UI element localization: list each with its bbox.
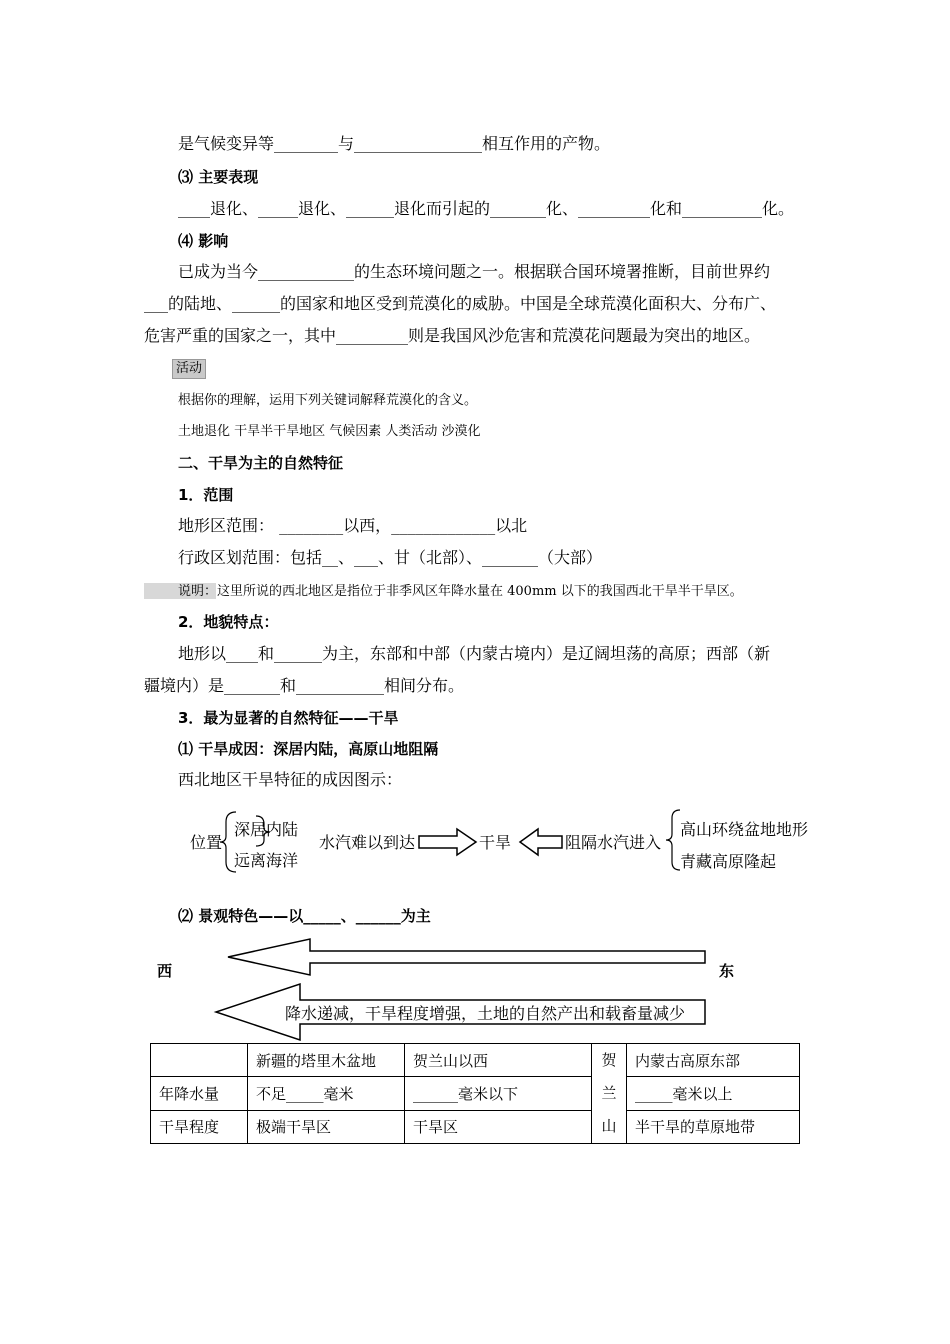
subheading-drought-cause: ⑴ 干旱成因：深居内陆，高原山地阻隔 xyxy=(178,740,439,758)
text-line-2: ____退化、_____退化、______退化而引起的_______化、_________化和__________化。 xyxy=(178,199,795,218)
mountain-cell xyxy=(592,1044,627,1144)
heading-impact: ⑷ 影响 xyxy=(178,232,229,250)
table-cell: 年降水量 xyxy=(151,1077,248,1110)
diagram-position: 位置 xyxy=(190,833,223,852)
header-helan-west: 贺兰山以西 xyxy=(405,1044,592,1077)
table-cell: 干旱区 xyxy=(405,1110,592,1143)
table-cell: 极端干旱区 xyxy=(248,1110,405,1143)
text-line-1: 是气候变异等________与________________相互作用的产物。 xyxy=(178,134,611,153)
mountain-char: 贺 xyxy=(601,1051,617,1069)
diagram-inland: 深居内陆 xyxy=(234,820,299,839)
landscape-title: ⑵ 景观特色——以_____、______为主 xyxy=(178,907,431,925)
label-west: 西 xyxy=(157,962,173,980)
table-cell: 干旱程度 xyxy=(151,1110,248,1143)
subheading-range: 1．范围 xyxy=(178,486,234,504)
activity-keywords: 土地退化 干旱半干旱地区 气候因素 人类活动 沙漠化 xyxy=(178,424,481,439)
table-row xyxy=(151,1077,800,1110)
label-east: 东 xyxy=(719,962,735,980)
activity-tag: 活动 xyxy=(172,359,206,379)
admin-range: 行政区划范围：包括__、___、甘（北部）、_______（大部） xyxy=(178,548,603,567)
text-line-4: ___的陆地、______的国家和地区受到荒漠化的威胁。中国是全球荒漠化面积大、分布广、 xyxy=(144,294,777,313)
table-cell: 不足_____毫米 xyxy=(248,1077,405,1110)
header-empty xyxy=(151,1044,248,1077)
mountain-char: 兰 xyxy=(601,1084,617,1102)
table-cell: 半干旱的草原地带 xyxy=(627,1110,800,1143)
mountain-char: 山 xyxy=(601,1117,617,1135)
diagram-far-sea: 远离海洋 xyxy=(234,851,299,870)
diagram-plateau: 青藏高原隆起 xyxy=(680,852,777,871)
west-arrow-icon xyxy=(228,939,705,975)
subheading-landform: 2．地貌特点： xyxy=(178,613,279,631)
section-title: 二、干旱为主的自然特征 xyxy=(178,454,344,472)
diagram-vapor-hard: 水汽难以到达 xyxy=(319,833,416,852)
table-cell: _____毫米以上 xyxy=(627,1077,800,1110)
landform-line-1: 地形以____和______为主，东部和中部（内蒙古境内）是辽阔坦荡的高原；西部（新 xyxy=(178,644,771,663)
trend-arrow-text: 降水递减，干旱程度增强，土地的自然产出和载畜量减少 xyxy=(285,1004,686,1023)
diagram-dry: 干旱 xyxy=(479,833,512,852)
text-line-3: 已成为当今____________的生态环境问题之一。根据联合国环境署推断，目前世界约 xyxy=(178,262,771,281)
header-tarim: 新疆的塔里木盆地 xyxy=(248,1044,405,1077)
text-line-5: 危害严重的国家之一，其中_________则是我国风沙危害和荒漠花问题最为突出的地区。 xyxy=(144,326,761,345)
diagram-intro: 西北地区干旱特征的成因图示： xyxy=(178,770,403,789)
landform-line-2: 疆境内）是_______和___________相间分布。 xyxy=(144,676,465,695)
activity-prompt: 根据你的理解，运用下列关键词解释荒漠化的含义。 xyxy=(178,393,478,408)
header-inner-mongolia: 内蒙古高原东部 xyxy=(627,1044,800,1077)
subheading-drought: 3．最为显著的自然特征——干旱 xyxy=(178,709,399,727)
table-row xyxy=(151,1044,800,1077)
heading-main-manifestation: ⑶ 主要表现 xyxy=(178,168,259,186)
note-text: 说明：这里所说的西北地区是指位于非季风区年降水量在 400mm 以下的我国西北干旱半干旱区。 xyxy=(178,584,743,599)
precipitation-table xyxy=(150,1043,800,1144)
table-cell: ______毫米以下 xyxy=(405,1077,592,1110)
diagram-blocked: 阻隔水汽进入 xyxy=(565,833,662,852)
diagram-basin: 高山环绕盆地地形 xyxy=(680,820,809,839)
table-row xyxy=(151,1110,800,1143)
terrain-range: 地形区范围： ________以西，_____________以北 xyxy=(178,516,528,535)
